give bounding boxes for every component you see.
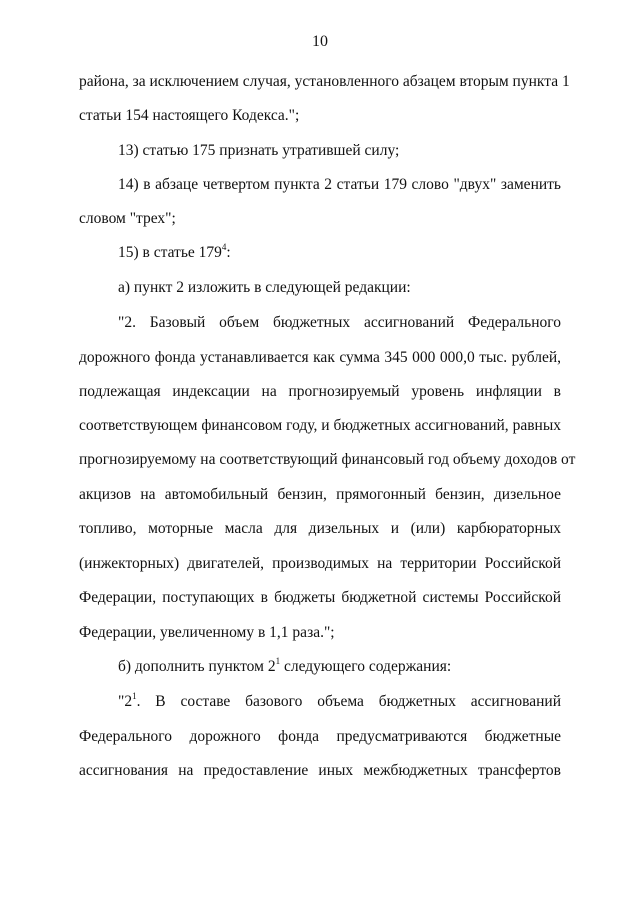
text-line: 13) статью 175 признать утратившей силу; — [118, 142, 400, 159]
text-line — [118, 243, 561, 263]
line-text: . В составе базового объема бюджетных ассигнований — [136, 693, 561, 710]
superscript: 1 — [275, 656, 281, 666]
text-line: "2. Базовый объем бюджетных ассигнований Федерального — [118, 314, 561, 331]
text-line: дорожного фонда устанавливается как сумма 345 000 000,0 тыс. рублей, — [79, 349, 561, 366]
text-line: Федерации, поступающих в бюджеты бюджетной системы Российской — [79, 589, 561, 606]
text-line: района, за исключением случая, установленного абзацем вторым пункта 1 — [79, 73, 570, 90]
text-line: Федерации, увеличенному в 1,1 раза."; — [79, 624, 335, 641]
text-line: 14) в абзаце четвертом пункта 2 статьи 179 слово "двух" заменить — [118, 176, 561, 193]
text-line: прогнозируемому на соответствующий финансовый год объему доходов от — [79, 451, 576, 468]
page-number: 10 — [312, 33, 328, 50]
text-line — [118, 692, 561, 712]
text-line: словом "трех"; — [79, 210, 176, 227]
text-line: статьи 154 настоящего Кодекса."; — [79, 107, 300, 124]
text-line: топливо, моторные масла для дизельных и (или) карбюраторных — [79, 520, 561, 537]
text-line: соответствующем финансовом году, и бюджетных ассигнований, равных — [79, 417, 561, 434]
text-line: (инжекторных) двигателей, производимых на территории Российской — [79, 555, 561, 572]
line-text: б) дополнить пунктом 2 — [118, 658, 276, 675]
line-text: 15) в статье 179 — [118, 244, 222, 261]
line-text: следующего содержания: — [280, 658, 452, 675]
superscript: 4 — [221, 242, 227, 252]
superscript: 1 — [132, 691, 137, 701]
line-text: : — [226, 244, 231, 261]
line-text: "2 — [118, 693, 133, 710]
text-line: подлежащая индексации на прогнозируемый уровень инфляции в — [79, 383, 561, 400]
text-line — [118, 657, 561, 677]
text-line: акцизов на автомобильный бензин, прямогонный бензин, дизельное — [79, 486, 561, 503]
text-line: а) пункт 2 изложить в следующей редакции: — [118, 279, 411, 296]
text-line: Федерального дорожного фонда предусматриваются бюджетные — [79, 728, 561, 745]
text-line: ассигнования на предоставление иных межбюджетных трансфертов — [79, 762, 561, 779]
